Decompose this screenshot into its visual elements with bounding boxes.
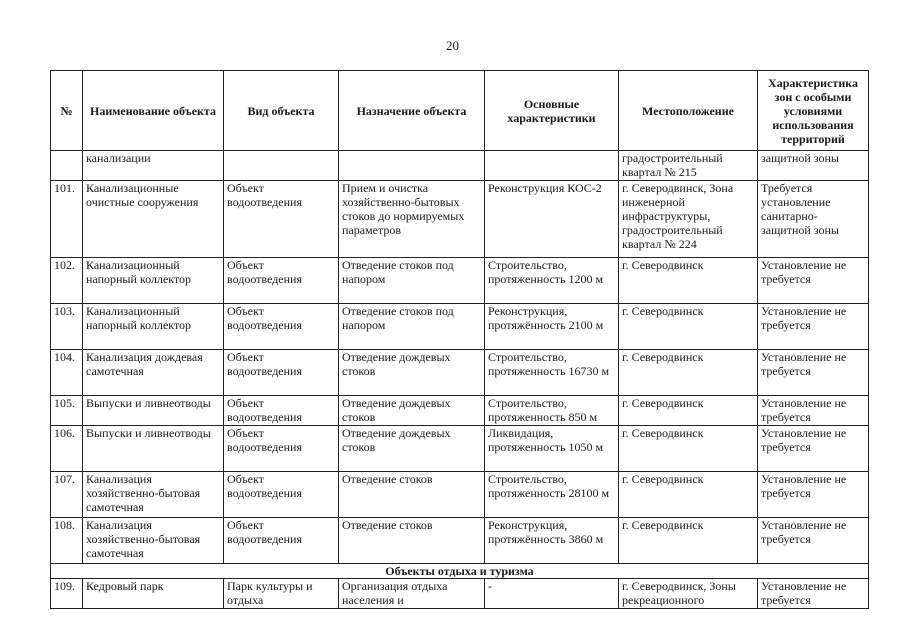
zones-cell: защитной зоны [758, 151, 869, 181]
object-purpose-cell: Отведение стоков под напором [339, 304, 485, 350]
table-row [51, 579, 869, 609]
object-kind-cell: Объект водоотведения [224, 304, 339, 350]
object-purpose-cell: Отведение стоков [339, 472, 485, 518]
header-object-purpose: Назначение объекта [339, 71, 485, 151]
specs-cell: Строительство, протяженность 1200 м [485, 258, 619, 304]
object-purpose-cell: Отведение дождевых стоков [339, 426, 485, 472]
zones-cell: Установление не требуется [758, 426, 869, 472]
header-location: Местоположение [619, 71, 758, 151]
zones-cell: Установление не требуется [758, 258, 869, 304]
object-name-cell: Канализация хозяйственно-бытовая самотечная [83, 472, 224, 518]
table-row [51, 426, 869, 472]
row-number: 108. [51, 518, 83, 564]
row-number: 102. [51, 258, 83, 304]
table-row [51, 472, 869, 518]
object-purpose-cell: Организация отдыха населения и [339, 579, 485, 609]
location-cell: градостроительный квартал № 215 [619, 151, 758, 181]
row-number: 109. [51, 579, 83, 609]
table-row [51, 396, 869, 426]
object-purpose-cell: Отведение стоков [339, 518, 485, 564]
object-kind-cell: Объект водоотведения [224, 426, 339, 472]
zones-cell: Установление не требуется [758, 396, 869, 426]
table-row [51, 258, 869, 304]
location-cell: г. Северодвинск [619, 258, 758, 304]
zones-cell: Установление не требуется [758, 472, 869, 518]
page-number: 20 [446, 38, 459, 53]
row-number: 103. [51, 304, 83, 350]
table-row [51, 304, 869, 350]
zones-cell: Установление не требуется [758, 579, 869, 609]
table-row [51, 181, 869, 258]
row-number: 104. [51, 350, 83, 396]
table-row [51, 518, 869, 564]
row-number: 105. [51, 396, 83, 426]
specs-cell: Реконструкция, протяжённость 3860 м [485, 518, 619, 564]
location-cell: г. Северодвинск [619, 304, 758, 350]
specs-cell: Реконструкция КОС-2 [485, 181, 619, 258]
table-row [51, 350, 869, 396]
table-row [51, 151, 869, 181]
objects-table [50, 70, 869, 609]
object-name-cell: канализации [83, 151, 224, 181]
object-purpose-cell: Отведение стоков под напором [339, 258, 485, 304]
object-name-cell: Канализация хозяйственно-бытовая самотечная [83, 518, 224, 564]
object-purpose-cell: Прием и очистка хозяйственно-бытовых стоков до нормируемых параметров [339, 181, 485, 258]
object-kind-cell: Объект водоотведения [224, 472, 339, 518]
specs-cell: Строительство, протяженность 28100 м [485, 472, 619, 518]
location-cell: г. Северодвинск, Зона инженерной инфраструктуры, градостроительный квартал № 224 [619, 181, 758, 258]
object-kind-cell: Парк культуры и отдыха [224, 579, 339, 609]
specs-cell: - [485, 579, 619, 609]
object-name-cell: Выпуски и ливнеотводы [83, 426, 224, 472]
location-cell: г. Северодвинск [619, 396, 758, 426]
row-number: 101. [51, 181, 83, 258]
object-purpose-cell [339, 151, 485, 181]
specs-cell: Строительство, протяженность 850 м [485, 396, 619, 426]
zones-cell: Установление не требуется [758, 304, 869, 350]
location-cell: г. Северодвинск [619, 350, 758, 396]
zones-cell: Установление не требуется [758, 518, 869, 564]
location-cell: г. Северодвинск [619, 472, 758, 518]
header-main-specs: Основные характеристики [485, 71, 619, 151]
object-purpose-cell: Отведение дождевых стоков [339, 396, 485, 426]
row-number: 107. [51, 472, 83, 518]
row-number [51, 151, 83, 181]
location-cell: г. Северодвинск [619, 426, 758, 472]
object-name-cell: Канализационный напорный коллектор [83, 258, 224, 304]
location-cell: г. Северодвинск [619, 518, 758, 564]
object-kind-cell: Объект водоотведения [224, 258, 339, 304]
header-number: № [51, 71, 83, 151]
table-header-row [51, 71, 869, 151]
section-row [51, 564, 869, 579]
header-object-kind: Вид объекта [224, 71, 339, 151]
location-cell: г. Северодвинск, Зоны рекреационного [619, 579, 758, 609]
section-title: Объекты отдыха и туризма [51, 564, 869, 579]
header-special-zones: Характеристика зон с особыми условиями использования территорий [758, 71, 869, 151]
header-object-name: Наименование объекта [83, 71, 224, 151]
object-name-cell: Канализация дождевая самотечная [83, 350, 224, 396]
zones-cell: Требуется установление санитарно-защитной зоны [758, 181, 869, 258]
object-name-cell: Канализационные очистные сооружения [83, 181, 224, 258]
object-kind-cell: Объект водоотведения [224, 518, 339, 564]
object-kind-cell: Объект водоотведения [224, 181, 339, 258]
specs-cell: Строительство, протяженность 16730 м [485, 350, 619, 396]
specs-cell: Реконструкция, протяжённость 2100 м [485, 304, 619, 350]
object-name-cell: Канализационный напорный коллектор [83, 304, 224, 350]
row-number: 106. [51, 426, 83, 472]
object-name-cell: Кедровый парк [83, 579, 224, 609]
object-kind-cell [224, 151, 339, 181]
object-kind-cell: Объект водоотведения [224, 396, 339, 426]
object-purpose-cell: Отведение дождевых стоков [339, 350, 485, 396]
specs-cell: Ликвидация, протяженность 1050 м [485, 426, 619, 472]
object-kind-cell: Объект водоотведения [224, 350, 339, 396]
object-name-cell: Выпуски и ливнеотводы [83, 396, 224, 426]
specs-cell [485, 151, 619, 181]
zones-cell: Установление не требуется [758, 350, 869, 396]
